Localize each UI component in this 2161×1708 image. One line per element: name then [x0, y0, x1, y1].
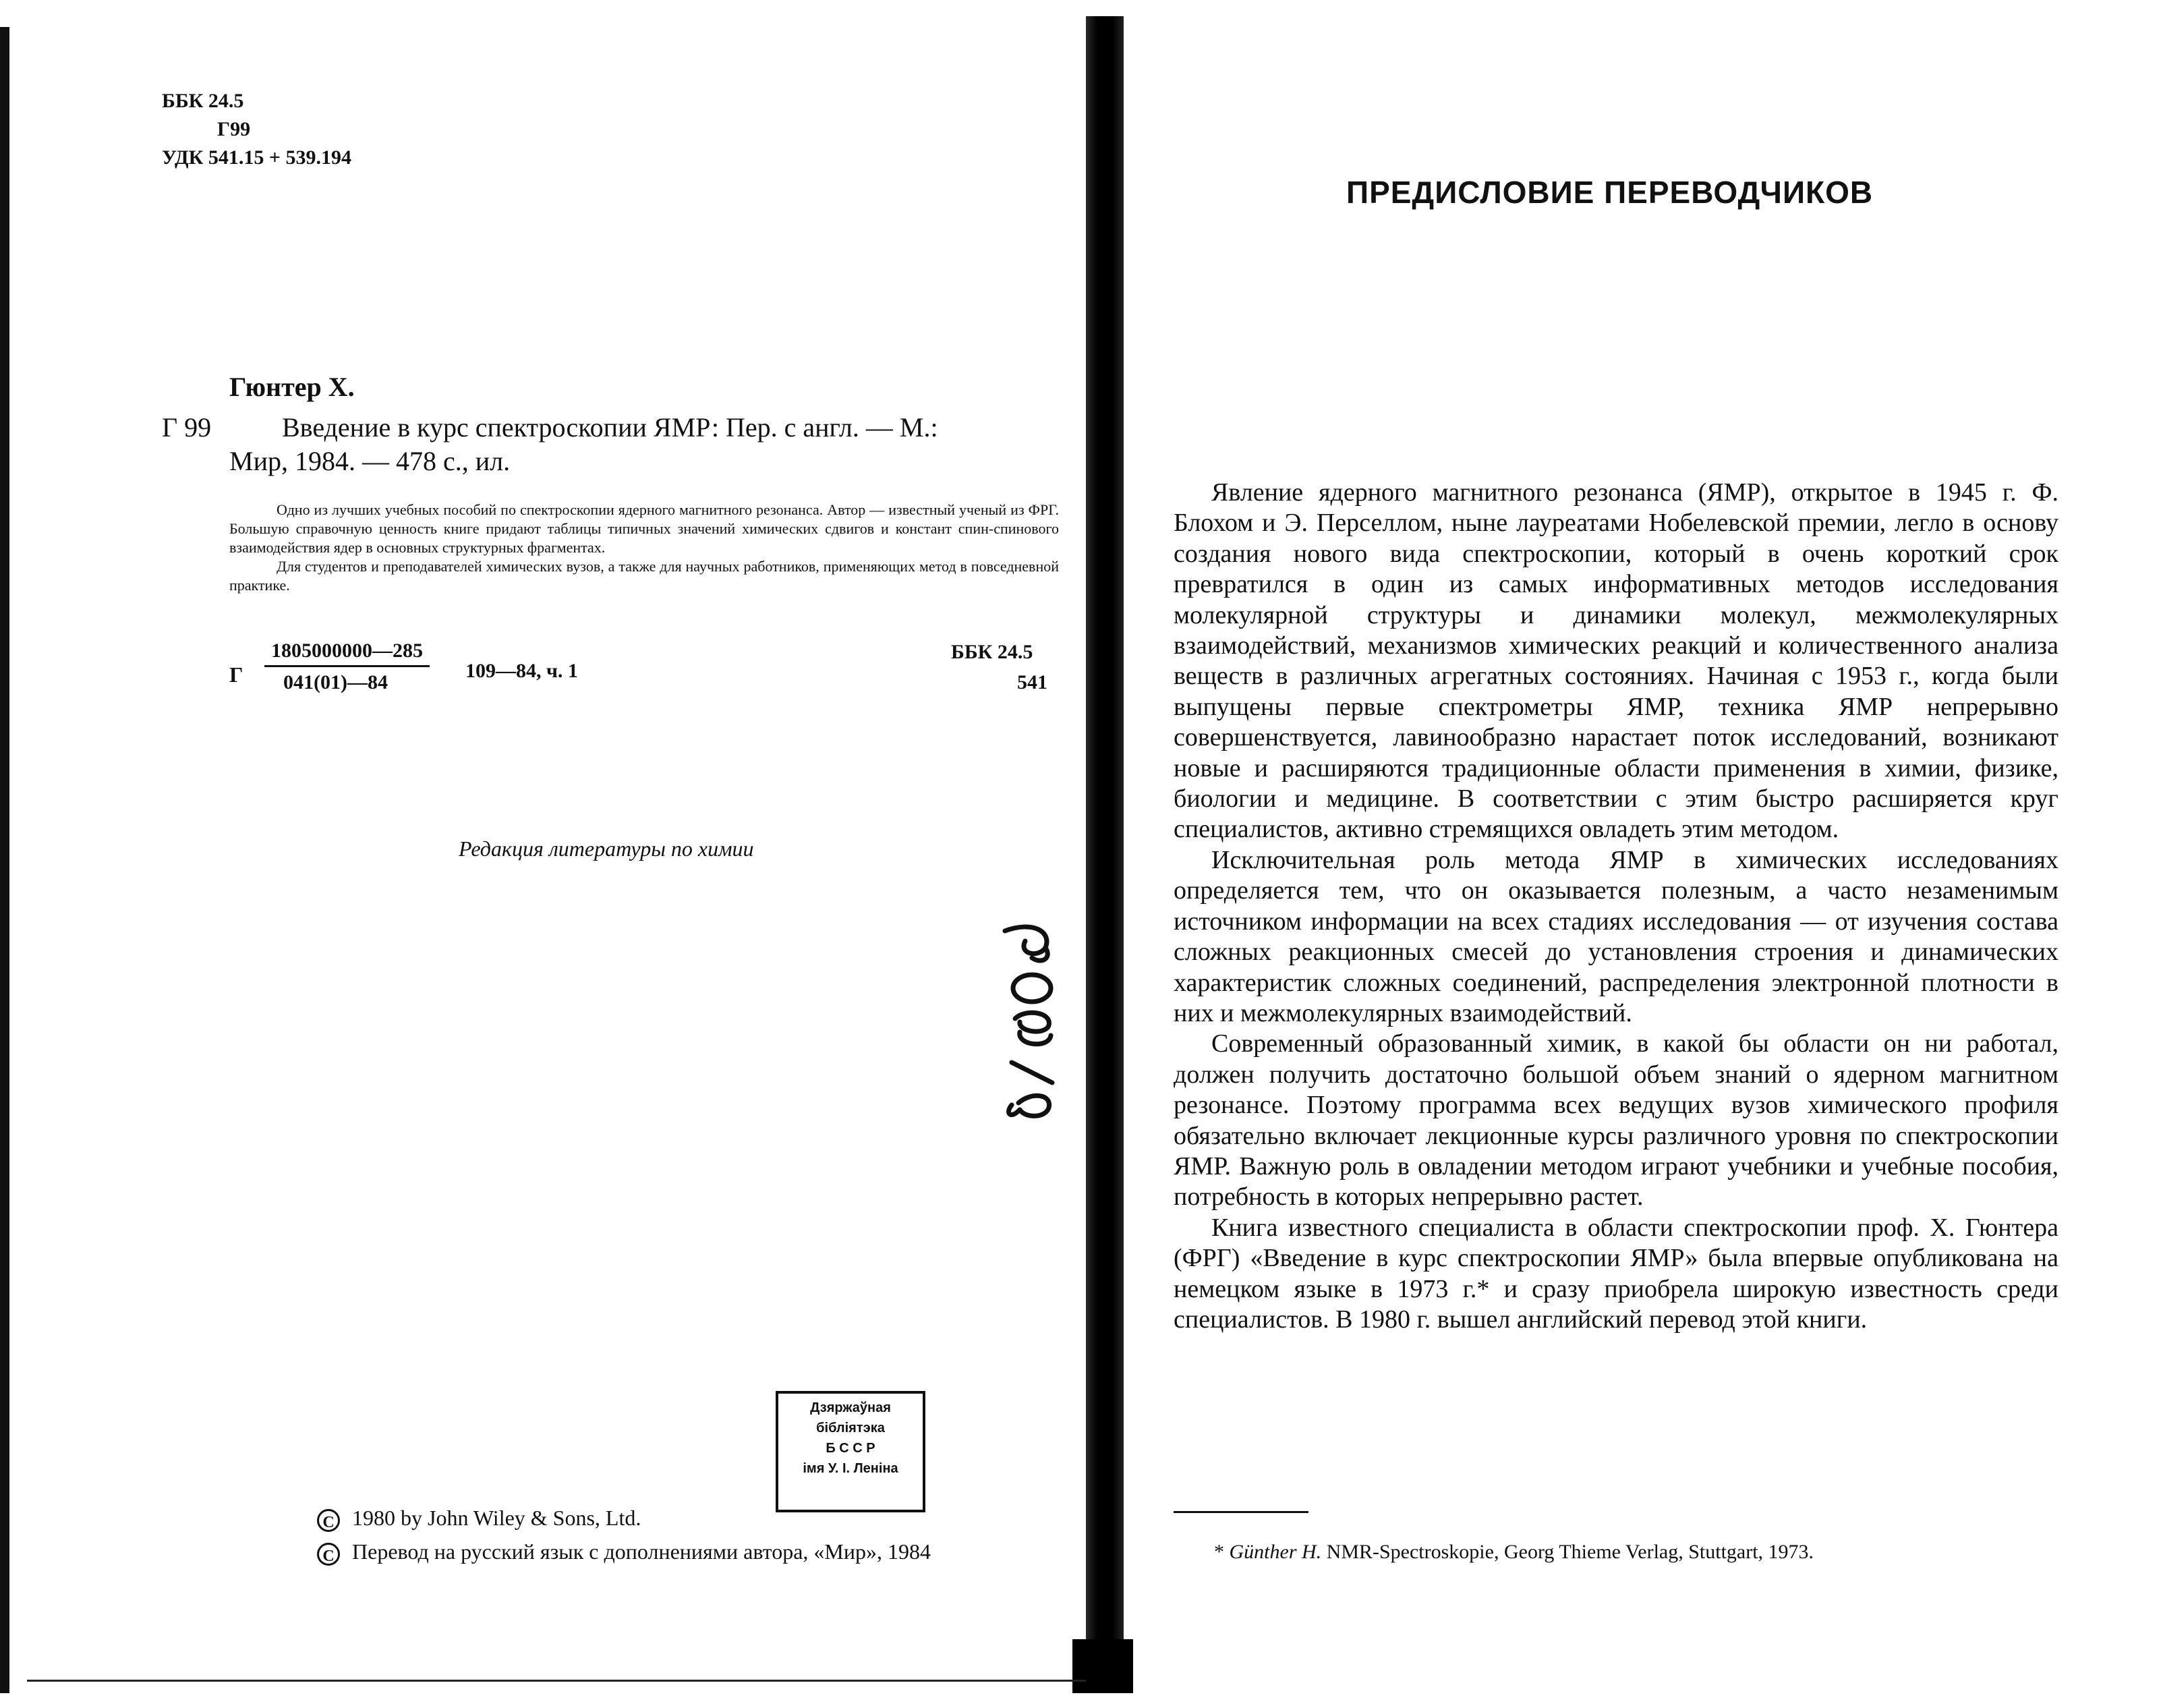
library-stamp	[776, 1391, 925, 1512]
stamp-line: бібліятэка	[816, 1421, 885, 1435]
spine-shadow	[1072, 1639, 1133, 1693]
udk-code: УДК 541.15 + 539.194	[162, 146, 351, 169]
bbk-code: ББК 24.5	[162, 90, 244, 112]
copyright-original-text: 1980 by John Wiley & Sons, Ltd.	[352, 1506, 641, 1530]
copyright-translation	[317, 1539, 931, 1566]
formula-letter: Г	[229, 662, 243, 687]
chapter-heading: ПРЕДИСЛОВИЕ ПЕРЕВОДЧИКОВ	[1346, 175, 1874, 210]
preface-body	[1174, 478, 2058, 1335]
annotation-paragraph: Одно из лучших учебных пособий по спектроскопии ядерного магнитного резонанса. Автор — известный ученый из ФРГ. Большую справочную ценность книге придают таблицы типичных значений химических сдвигов и констант спин-спинового взаимодействия ядер в основных структурных фрагментах.	[229, 501, 1059, 556]
author-name: Гюнтер Х.	[229, 372, 355, 402]
body-paragraph: Исключительная роль метода ЯМР в химических исследованиях определяется тем, что он оказывается полезным, а часто незаменимым источником информации на всех стадиях исследования — от изучения состава сложных реакционных смесей до установления строения и динамических характеристик сложных соединений, распределения электронной плотности в них и межмолекулярных взаимодействий.	[1174, 845, 2058, 1027]
copyright-icon: C	[317, 1509, 340, 1532]
stamp-line: імя У. І. Леніна	[803, 1461, 898, 1476]
formula-bbk-number: 541	[1017, 671, 1047, 693]
footnote	[1214, 1541, 1814, 1564]
stamp-line: Дзяржаўная	[810, 1400, 891, 1415]
footnote-text: NMR-Spectroskopie, Georg Thieme Verlag, Stuttgart, 1973.	[1326, 1541, 1814, 1563]
annotation	[229, 501, 1059, 595]
shelf-code: Г 99	[162, 412, 212, 443]
editorial-office: Редакция литературы по химии	[459, 836, 754, 861]
handwritten-inventory-number	[978, 917, 1079, 1127]
footnote-divider	[1174, 1511, 1308, 1513]
formula-bbk: ББК 24.5	[951, 641, 1033, 663]
book-title-line1: Введение в курс спектроскопии ЯМР: Пер. с англ. — М.:	[282, 412, 938, 443]
body-paragraph: Современный образованный химик, в какой бы области он ни работал, должен получить достаточно большой объем знаний о ядерном магнитном резонансе. Поэтому программа всех ведущих вузов химического профиля обязательно включает лекционные курсы различного уровня по спектроскопии ЯМР. Важную роль в овладении методом играют учебники и учебные пособия, потребность в которых непрерывно растет.	[1174, 1029, 2058, 1212]
page-edge-shadow	[0, 27, 9, 1693]
page-bottom-edge	[27, 1680, 1086, 1682]
footnote-marker: *	[1214, 1541, 1224, 1563]
stamp-line: Б С С Р	[826, 1441, 875, 1456]
copyright-translation-text: Перевод на русский язык с дополнениями автора, «Мир», 1984	[352, 1539, 931, 1564]
book-spine	[1086, 16, 1124, 1682]
formula-denominator: 041(01)—84	[283, 671, 388, 693]
formula-tail: 109—84, ч. 1	[465, 660, 578, 682]
footnote-author: Günther H.	[1229, 1541, 1322, 1563]
copyright-icon: C	[317, 1543, 340, 1566]
annotation-paragraph: Для студентов и преподавателей химических вузов, а также для научных работников, применяющих метод в повседневной практике.	[229, 558, 1059, 594]
copyright-original	[317, 1506, 641, 1532]
author-mark: Г99	[217, 118, 251, 140]
formula-numerator: 1805000000—285	[264, 639, 430, 667]
book-title-line2: Мир, 1984. — 478 с., ил.	[229, 446, 511, 476]
body-paragraph: Явление ядерного магнитного резонанса (ЯМР), открытое в 1945 г. Ф. Блохом и Э. Перселлом, ныне лауреатами Нобелевской премии, легло в основу создания нового вида спектроскопии, который в очень короткий срок превратился в один из самых информативных методов исследования молекулярной структуры и динамики молекул, межмолекулярных взаимодействий, механизмов химических реакций и количественного анализа веществ в различных агрегатных состояниях. Начиная с 1953 г., когда были выпущены первые спектрометры ЯМР, техника ЯМР непрерывно совершенствуется, лавинообразно нарастает поток исследований, возникают новые и расширяются традиционные области применения в химии, физике, биологии и медицине. В соответствии с этим быстро расширяется круг специалистов, активно стремящихся овладеть этим методом.	[1174, 478, 2058, 844]
body-paragraph: Книга известного специалиста в области спектроскопии проф. Х. Гюнтера (ФРГ) «Введение в курс спектроскопии ЯМР» была впервые опубликована на немецком языке в 1973 г.* и сразу приобрела широкую известность среди специалистов. В 1980 г. вышел английский перевод этой книги.	[1174, 1213, 2058, 1334]
